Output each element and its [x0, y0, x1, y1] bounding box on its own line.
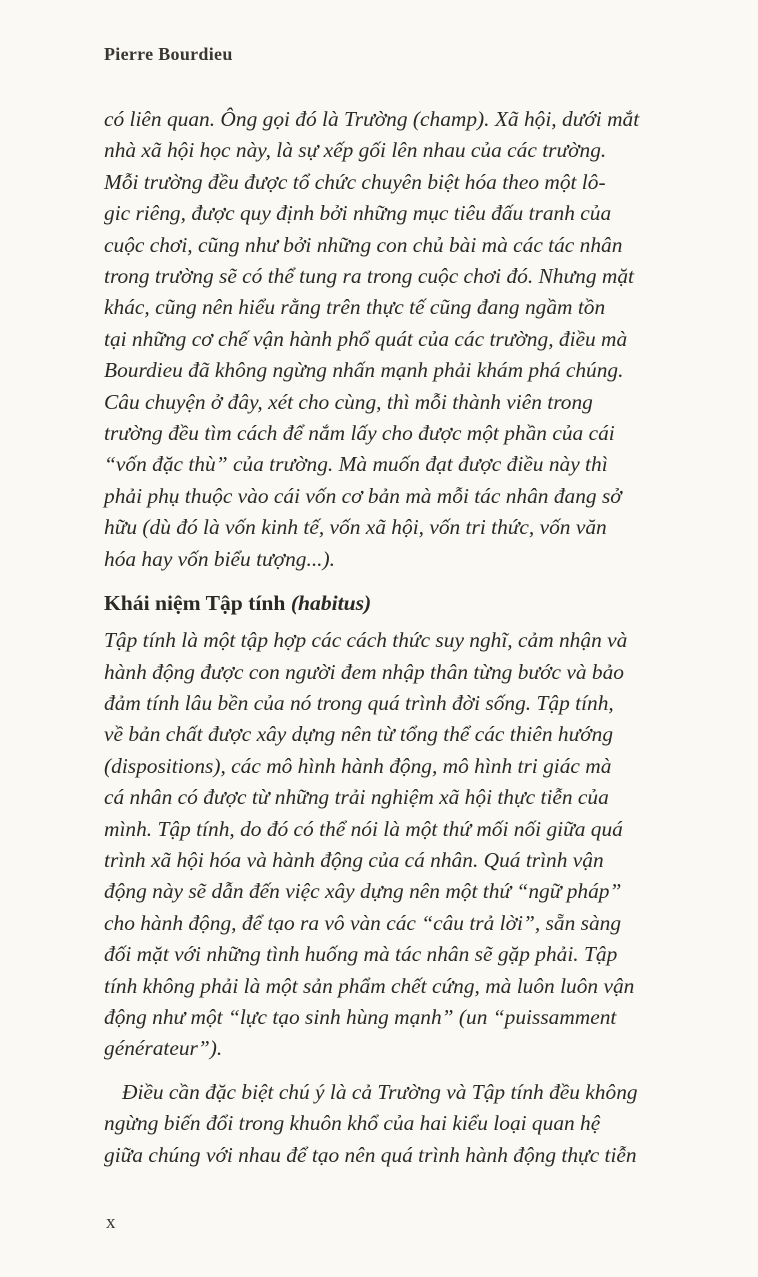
text-line: về bản chất được xây dựng nên từ tổng thể các thiên hướng	[104, 722, 614, 747]
text-line: (dispositions), các mô hình hành động, mô hình tri giác mà	[104, 753, 612, 778]
text-line: có liên quan. Ông gọi đó là Trường (champ). Xã hội, dưới mắt	[104, 107, 640, 131]
text-line: Bourdieu đã không ngừng nhấn mạnh phải khám phá chúng.	[104, 358, 624, 383]
text-line: trường đều tìm cách để nắm lấy cho được một phần của cái	[104, 421, 615, 446]
text-line: nhà xã hội học này, là sự xếp gối lên nhau của các trường.	[104, 138, 607, 163]
paragraph-gap	[104, 1065, 706, 1077]
page-number: x	[106, 1212, 116, 1233]
text-line: cuộc chơi, cũng như bởi những con chủ bài mà các tác nhân	[104, 232, 623, 257]
text-line: giữa chúng với nhau để tạo nên quá trình hành động thực tiễn	[104, 1142, 637, 1167]
text-line: Điều cần đặc biệt chú ý là cả Trường và Tập tính đều không	[122, 1079, 638, 1104]
paragraph-fields	[104, 104, 706, 575]
text-line: phải phụ thuộc vào cái vốn cơ bản mà mỗi tác nhân đang sở	[104, 483, 622, 508]
text-line: đảm tính lâu bền của nó trong quá trình đời sống. Tập tính,	[104, 690, 614, 715]
text-line: “vốn đặc thù” của trường. Mà muốn đạt được điều này thì	[104, 452, 608, 477]
text-line: động này sẽ dẫn đến việc xây dựng nên một thứ “ngữ pháp”	[104, 879, 622, 904]
text-line: Mỗi trường đều được tổ chức chuyên biệt hóa theo một lô-	[104, 169, 606, 194]
text-line: tính không phải là một sản phẩm chết cứng, mà luôn luôn vận	[104, 973, 635, 998]
text-line: trong trường sẽ có thể tung ra trong cuộc chơi đó. Nhưng mặt	[104, 264, 634, 289]
paragraph-habitus	[104, 625, 706, 1065]
section-heading	[104, 589, 706, 617]
text-line: tại những cơ chế vận hành phổ quát của các trường, điều mà	[104, 326, 628, 351]
section-heading-term: (habitus)	[290, 591, 372, 616]
text-line: cá nhân có được từ những trải nghiệm xã hội thực tiễn của	[104, 785, 609, 810]
text-line: đối mặt với những tình huống mà tác nhân sẽ gặp phải. Tập	[104, 942, 618, 967]
text-line: ngừng biến đổi trong khuôn khổ của hai kiểu loại quan hệ	[104, 1111, 601, 1136]
page-body	[104, 104, 706, 1171]
text-line: cho hành động, để tạo ra vô vàn các “câu trả lời”, sẵn sàng	[104, 910, 622, 935]
paragraph-relations	[104, 1077, 706, 1171]
text-line: Tập tính là một tập hợp các cách thức suy nghĩ, cảm nhận và	[104, 628, 628, 653]
text-line: mình. Tập tính, do đó có thể nói là một thứ mối nối giữa quá	[104, 816, 623, 841]
text-line: hành động được con người đem nhập thân từng bước và bảo	[104, 659, 624, 684]
text-line: khác, cũng nên hiểu rằng trên thực tế cũng đang ngầm tồn	[104, 295, 606, 320]
text-line: générateur”).	[104, 1036, 223, 1061]
text-line: hữu (dù đó là vốn kinh tế, vốn xã hội, vốn tri thức, vốn văn	[104, 515, 607, 540]
text-line: Câu chuyện ở đây, xét cho cùng, thì mỗi thành viên trong	[104, 389, 593, 414]
text-line: gic riêng, được quy định bởi những mục tiêu đấu tranh của	[104, 201, 612, 226]
running-header: Pierre Bourdieu	[104, 44, 233, 64]
text-line: trình xã hội hóa và hành động của cá nhân. Quá trình vận	[104, 847, 604, 872]
section-heading-label: Khái niệm Tập tính	[104, 591, 286, 616]
text-line: động như một “lực tạo sinh hùng mạnh” (un “puissamment	[104, 1004, 617, 1029]
text-line: hóa hay vốn biểu tượng...).	[104, 546, 336, 571]
